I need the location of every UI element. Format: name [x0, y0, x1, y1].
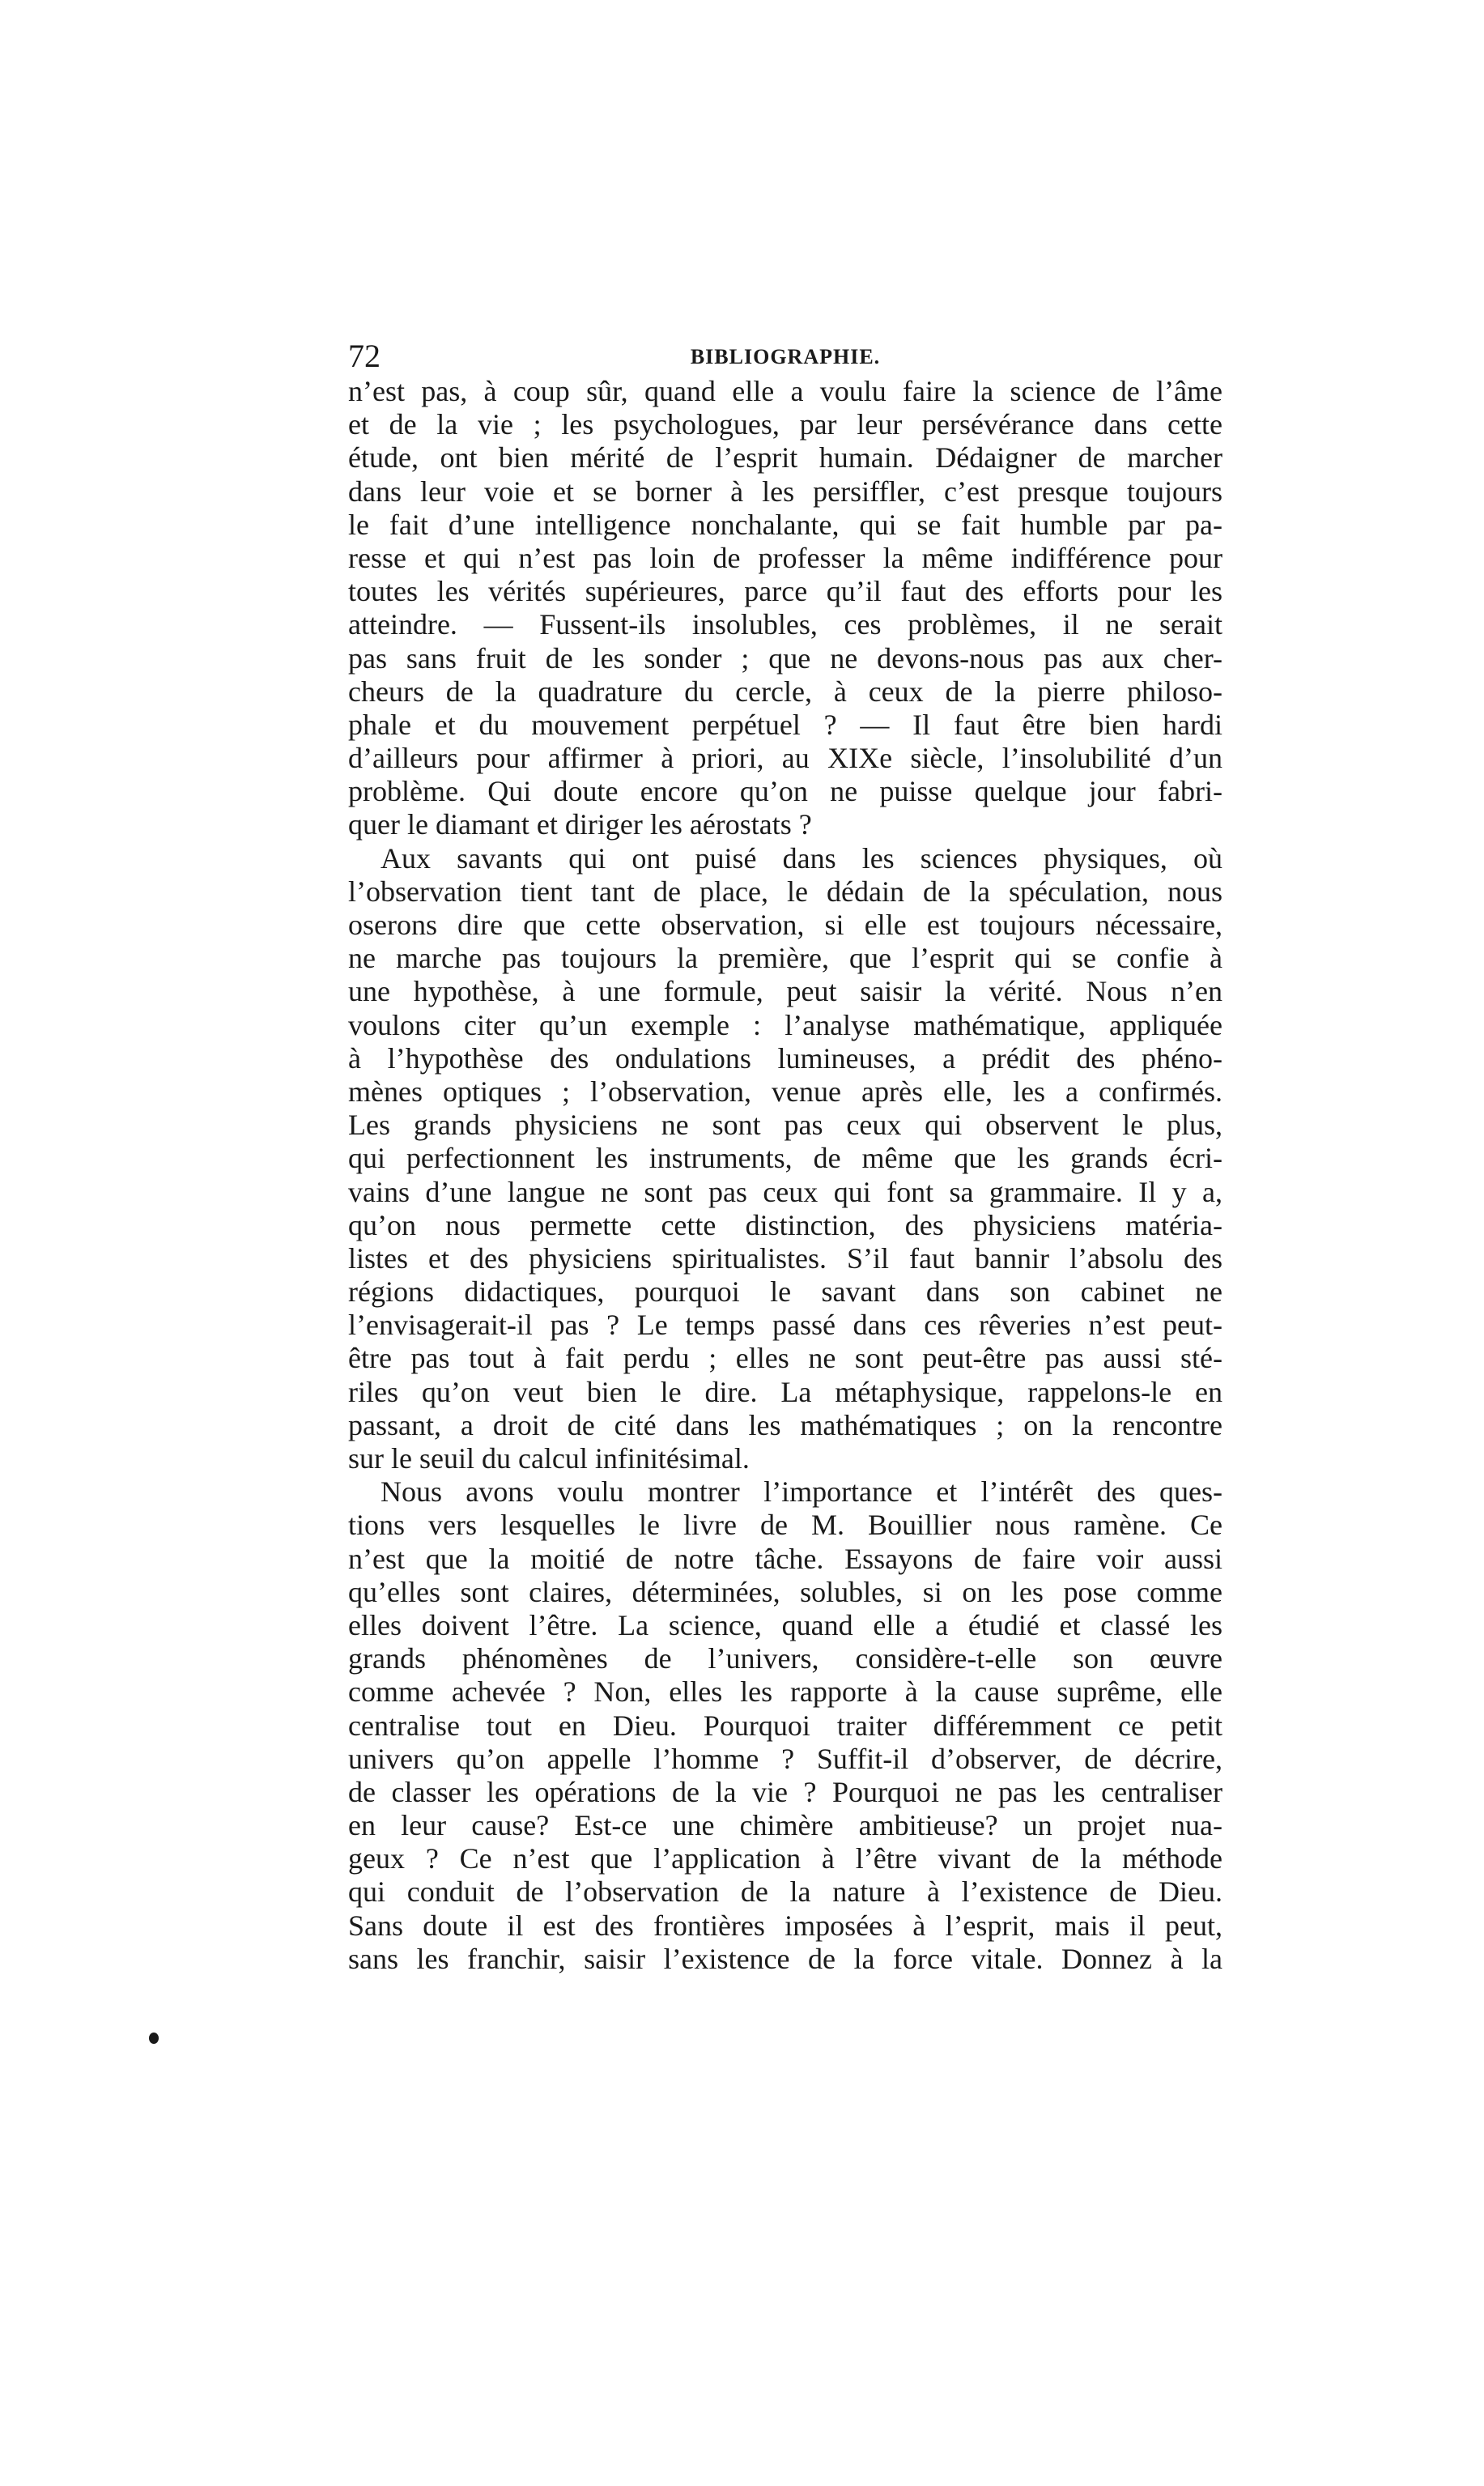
text-line: mènes optiques ; l’observation, venue après elle, les a confirmés.	[348, 1075, 1222, 1108]
page-number: 72	[348, 338, 381, 374]
text-line: qu’elles sont claires, déterminées, solubles, si on les pose comme	[348, 1575, 1222, 1608]
text-line: Sans doute il est des frontières imposées à l’esprit, mais il peut,	[348, 1909, 1222, 1942]
text-line: voulons citer qu’un exemple : l’analyse mathématique, appliquée	[348, 1008, 1222, 1041]
text-line: cheurs de la quadrature du cercle, à ceux de la pierre philoso-	[348, 675, 1222, 708]
text-line: quer le diamant et diriger les aérostats ?	[348, 808, 812, 841]
text-line: étude, ont bien mérité de l’esprit humain. Dédaigner de marcher	[348, 441, 1222, 475]
text-line: oserons dire que cette observation, si elle est toujours nécessaire,	[348, 909, 1222, 941]
text-line: en leur cause? Est-ce une chimère ambitieuse? un projet nua-	[348, 1809, 1222, 1842]
text-line: une hypothèse, à une formule, peut saisir la vérité. Nous n’en	[348, 975, 1222, 1008]
text-line: sur le seuil du calcul infinitésimal.	[348, 1442, 750, 1475]
paragraph	[348, 375, 1222, 842]
text-line: atteindre. — Fussent-ils insolubles, ces problèmes, il ne serait	[348, 608, 1222, 641]
text-line: riles qu’on veut bien le dire. La métaphysique, rappelons-le en	[348, 1375, 1222, 1408]
paragraph	[348, 1475, 1222, 1976]
text-line: Aux savants qui ont puisé dans les sciences physiques, où	[381, 841, 1222, 875]
text-line: elles doivent l’être. La science, quand elle a étudié et classé les	[348, 1608, 1222, 1641]
text-line: ne marche pas toujours la première, que l’esprit qui se confie à	[348, 942, 1222, 975]
text-line: à l’hypothèse des ondulations lumineuses, a prédit des phéno-	[348, 1041, 1222, 1075]
paragraph	[348, 842, 1222, 1476]
text-line: phale et du mouvement perpétuel ? — Il faut être bien hardi	[348, 708, 1222, 741]
text-line: qu’on nous permette cette distinction, des physiciens matéria-	[348, 1208, 1222, 1241]
text-line: régions didactiques, pourquoi le savant dans son cabinet ne	[348, 1275, 1222, 1309]
text-line: passant, a droit de cité dans les mathématiques ; on la rencontre	[348, 1408, 1222, 1441]
text-line: Les grands physiciens ne sont pas ceux qui observent le plus,	[348, 1109, 1222, 1142]
text-line: centralise tout en Dieu. Pourquoi traiter différemment ce petit	[348, 1709, 1222, 1742]
text-line: l’observation tient tant de place, le dédain de la spéculation, nous	[348, 875, 1222, 908]
text-line: tions vers lesquelles le livre de M. Bouillier nous ramène. Ce	[348, 1509, 1222, 1542]
text-line: toutes les vérités supérieures, parce qu’il faut des efforts pour les	[348, 575, 1222, 608]
text-line: et de la vie ; les psychologues, par leur persévérance dans cette	[348, 408, 1222, 441]
text-line: de classer les opérations de la vie ? Pourquoi ne pas les centraliser	[348, 1775, 1222, 1808]
ink-speck	[149, 2033, 159, 2044]
text-line: n’est pas, à coup sûr, quand elle a voulu faire la science de l’âme	[348, 375, 1222, 407]
text-line: qui conduit de l’observation de la nature à l’existence de Dieu.	[348, 1875, 1222, 1909]
text-line: geux ? Ce n’est que l’application à l’être vivant de la méthode	[348, 1842, 1222, 1875]
text-line: sans les franchir, saisir l’existence de la force vitale. Donnez à la	[348, 1942, 1222, 1975]
text-line: grands phénomènes de l’univers, considère-t-elle son œuvre	[348, 1642, 1222, 1675]
text-line: être pas tout à fait perdu ; elles ne sont peut-être pas aussi sté-	[348, 1342, 1222, 1375]
text-line: resse et qui n’est pas loin de professer la même indifférence pour	[348, 541, 1222, 574]
text-line: comme achevée ? Non, elles les rapporte à la cause suprême, elle	[348, 1675, 1222, 1709]
text-line: vains d’une langue ne sont pas ceux qui font sa grammaire. Il y a,	[348, 1175, 1222, 1208]
body-text	[348, 375, 1222, 1976]
text-line: problème. Qui doute encore qu’on ne puisse quelque jour fabri-	[348, 775, 1222, 808]
running-head: BIBLIOGRAPHIE.	[690, 345, 881, 368]
text-line: Nous avons voulu montrer l’importance et l’intérêt des ques-	[381, 1475, 1222, 1509]
text-line: pas sans fruit de les sonder ; que ne devons-nous pas aux cher-	[348, 641, 1222, 675]
text-line: dans leur voie et se borner à les persiffler, c’est presque toujours	[348, 475, 1222, 508]
page-header	[348, 336, 1222, 377]
text-line: univers qu’on appelle l’homme ? Suffit-il d’observer, de décrire,	[348, 1742, 1222, 1775]
text-line: n’est que la moitié de notre tâche. Essayons de faire voir aussi	[348, 1542, 1222, 1575]
text-line: d’ailleurs pour affirmer à priori, au XIXe siècle, l’insolubilité d’un	[348, 742, 1222, 775]
text-line: l’envisagerait-il pas ? Le temps passé dans ces rêveries n’est peut-	[348, 1309, 1222, 1342]
text-line: listes et des physiciens spiritualistes. S’il faut bannir l’absolu des	[348, 1241, 1222, 1275]
text-line: qui perfectionnent les instruments, de même que les grands écri-	[348, 1142, 1222, 1175]
text-line: le fait d’une intelligence nonchalante, qui se fait humble par pa-	[348, 508, 1222, 541]
